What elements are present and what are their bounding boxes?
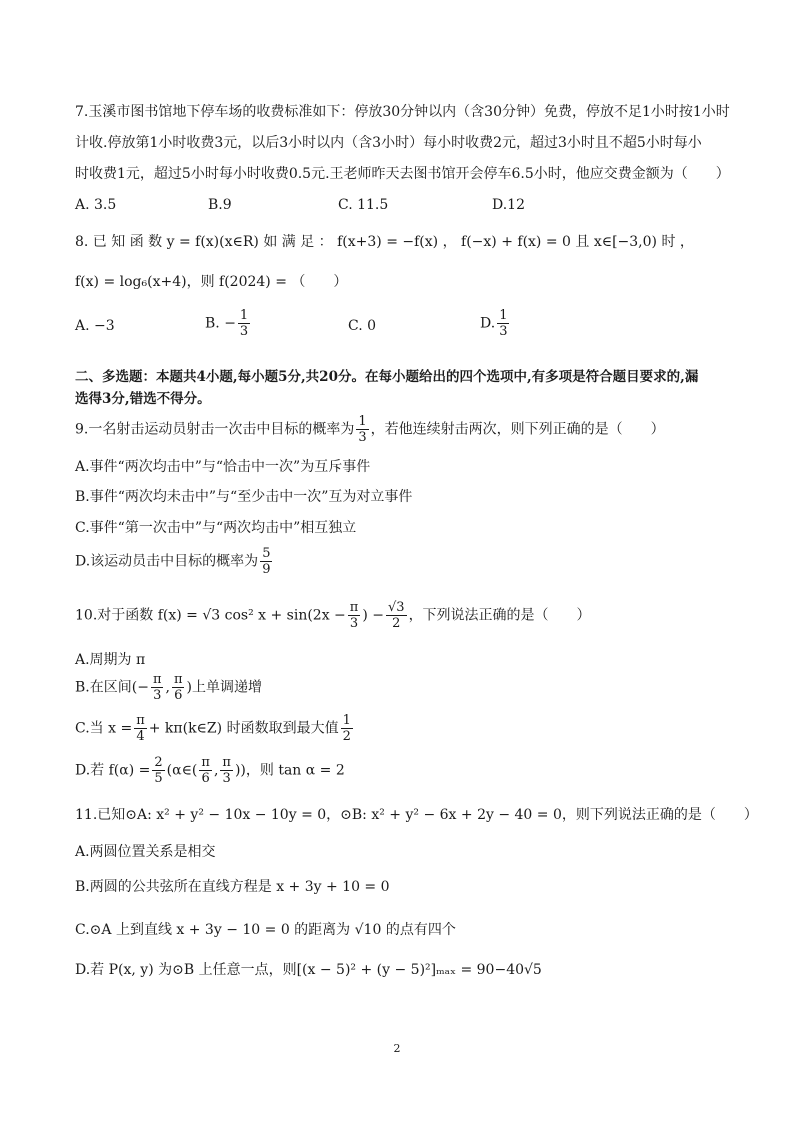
q10-d-frac-1 — [152, 755, 164, 786]
section-2-heading-line-2: 选得3分,错选不得分。 — [75, 391, 211, 407]
q10-f2-den: 2 — [392, 616, 401, 631]
q10-f1-num: π — [349, 600, 359, 615]
q10-d-f3-den: 3 — [222, 771, 231, 786]
q7-line-2: 计收.停放第1小时收费3元，以后3小时以内（含3小时）每小时收费2元，超过3小时且不超5小时每小 — [75, 135, 702, 151]
q10-d-frac-3 — [220, 755, 233, 786]
q9-stem-pre: 9.一名射击运动员射击一次击中目标的概率为 — [75, 421, 355, 438]
q8-option-a: A. −3 — [75, 318, 115, 334]
q10-d-f3-num: π — [222, 755, 231, 770]
q8-line-2: f(x) = log₆(x+4)，则 f(2024) = （ ） — [75, 274, 348, 290]
q8-option-b-prefix: B. − — [205, 315, 236, 332]
q10-stem-mid: ) − — [362, 607, 384, 624]
q11-option-c: C.⊙A 上到直线 x + 3y − 10 = 0 的距离为 √10 的点有四个 — [75, 922, 456, 938]
section-2-heading-line-1: 二、多选题：本题共4小题,每小题5分,共20分。在每小题给出的四个选项中,有多项是符合题目要求的,漏 — [75, 369, 699, 385]
q10-c-frac-1 — [134, 713, 147, 744]
q9-frac-den: 3 — [358, 430, 367, 445]
q11-stem: 11.已知⊙A: x² + y² − 10x − 10y = 0，⊙B: x² + y² − 6x + 2y − 40 = 0，则下列说法正确的是（ ） — [75, 807, 758, 823]
q7-option-b: B.9 — [208, 197, 232, 213]
q11-option-a: A.两圆位置关系是相交 — [75, 844, 216, 860]
q10-c-f2-den: 2 — [342, 729, 351, 744]
q7-line-1: 7.玉溪市图书馆地下停车场的收费标准如下：停放30分钟以内（含30分钟）免费，停放不足1小时按1小时 — [75, 104, 730, 120]
q8-option-d-prefix: D. — [480, 315, 496, 332]
q10-option-b: B.在区间(− $\frac{\pi}{3}$ , $\frac{\pi}{6}$ )上单调递增 — [75, 672, 262, 703]
q10-c-pre: C.当 x = — [75, 720, 133, 737]
q9-option-d — [75, 546, 274, 577]
q10-stem-pre: 10.对于函数 f(x) = √3 cos² x + sin(2x − — [75, 607, 346, 624]
q10-option-d: D.若 f(α) = $\frac{2}{5}$ (α∈( $\frac{\pi}{6}$ , $\frac{\pi}{3}$ ))，则 tan α = 2 — [75, 755, 345, 786]
q7-option-c: C. 11.5 — [338, 197, 389, 213]
q9-d-pre: D.该运动员击中目标的概率为 — [75, 553, 259, 570]
q7-option-d: D.12 — [492, 197, 525, 213]
q9-d-frac-den: 9 — [262, 562, 271, 577]
q10-option-c — [75, 713, 355, 744]
q8-option-d-fraction — [497, 308, 509, 339]
q10-b-frac-2 — [172, 672, 185, 703]
q10-c-frac-2 — [341, 713, 353, 744]
q9-stem-fraction — [356, 414, 368, 445]
q10-stem — [75, 600, 591, 631]
q10-d-mid: (α∈( — [166, 762, 198, 779]
q10-option-a: A.周期为 π — [75, 652, 146, 668]
q11-option-d: D.若 P(x, y) 为⊙B 上任意一点，则[(x − 5)² + (y − 5)²]ₘₐₓ = 90−40√5 — [75, 962, 542, 978]
q10-b-post: )上单调递增 — [186, 679, 262, 696]
q10-d-post: ))，则 tan α = 2 — [234, 762, 345, 779]
q8-option-d — [480, 308, 511, 339]
q10-d-pre: D.若 f(α) = — [75, 762, 151, 779]
q10-c-mid: + kπ(k∈Z) 时函数取到最大值 — [148, 720, 339, 737]
q9-option-b: B.事件“两次均未击中”与“至少击中一次”互为对立事件 — [75, 489, 413, 505]
q7-line-3: 时收费1元，超过5小时每小时收费0.5元.王老师昨天去图书馆开会停车6.5小时，他应交费金额为（ ） — [75, 166, 730, 182]
q9-option-c: C.事件“第一次击中”与“两次均击中”相互独立 — [75, 520, 357, 536]
q9-frac-num: 1 — [358, 414, 367, 429]
q8-line-1: 8. 已 知 函 数 y = f(x)(x∈R) 如 满 足 ： f(x+3) = −f(x) ， f(−x) + f(x) = 0 且 x∈[−3,0) 时 ， — [75, 234, 694, 250]
q8-option-b-fraction — [238, 308, 250, 339]
q8-d-frac-num: 1 — [499, 308, 508, 323]
q10-d-f2-den: 6 — [201, 771, 210, 786]
q10-d-f1-den: 5 — [154, 771, 163, 786]
q10-stem-post: ，下列说法正确的是（ ） — [408, 607, 591, 624]
q10-b-f1-den: 3 — [153, 688, 162, 703]
q8-b-frac-num: 1 — [239, 308, 249, 323]
q10-b-pre: B.在区间(− — [75, 679, 149, 696]
q8-option-b — [205, 308, 252, 339]
q7-option-a: A. 3.5 — [75, 197, 117, 213]
q10-b-frac-1 — [151, 672, 164, 703]
q9-stem — [75, 414, 665, 445]
q9-d-frac-num: 5 — [262, 546, 271, 561]
q9-option-a: A.事件“两次均击中”与“恰击中一次”为互斥事件 — [75, 459, 371, 475]
q10-f2-num: √3 — [388, 600, 405, 615]
q10-b-f1-num: π — [152, 672, 162, 687]
q10-d-frac-2 — [199, 755, 212, 786]
q10-c-f1-num: π — [136, 713, 145, 728]
q8-option-c: C. 0 — [348, 318, 377, 334]
page-number: 2 — [393, 1042, 401, 1055]
q8-b-frac-den: 3 — [239, 324, 249, 339]
q10-d-f2-num: π — [201, 755, 210, 770]
q10-b-f2-num: π — [173, 672, 183, 687]
q10-stem-frac-1 — [348, 600, 361, 631]
q9-d-fraction — [260, 546, 272, 577]
q10-c-f1-den: 4 — [136, 729, 145, 744]
q10-b-f2-den: 6 — [174, 688, 183, 703]
q10-f1-den: 3 — [349, 616, 359, 631]
q10-d-f1-num: 2 — [154, 755, 163, 770]
q11-option-b: B.两圆的公共弦所在直线方程是 x + 3y + 10 = 0 — [75, 879, 390, 895]
q8-d-frac-den: 3 — [499, 324, 508, 339]
q10-stem-frac-2 — [386, 600, 407, 631]
q10-c-f2-num: 1 — [342, 713, 351, 728]
q9-stem-post: ，若他连续射击两次，则下列正确的是（ ） — [370, 421, 665, 438]
